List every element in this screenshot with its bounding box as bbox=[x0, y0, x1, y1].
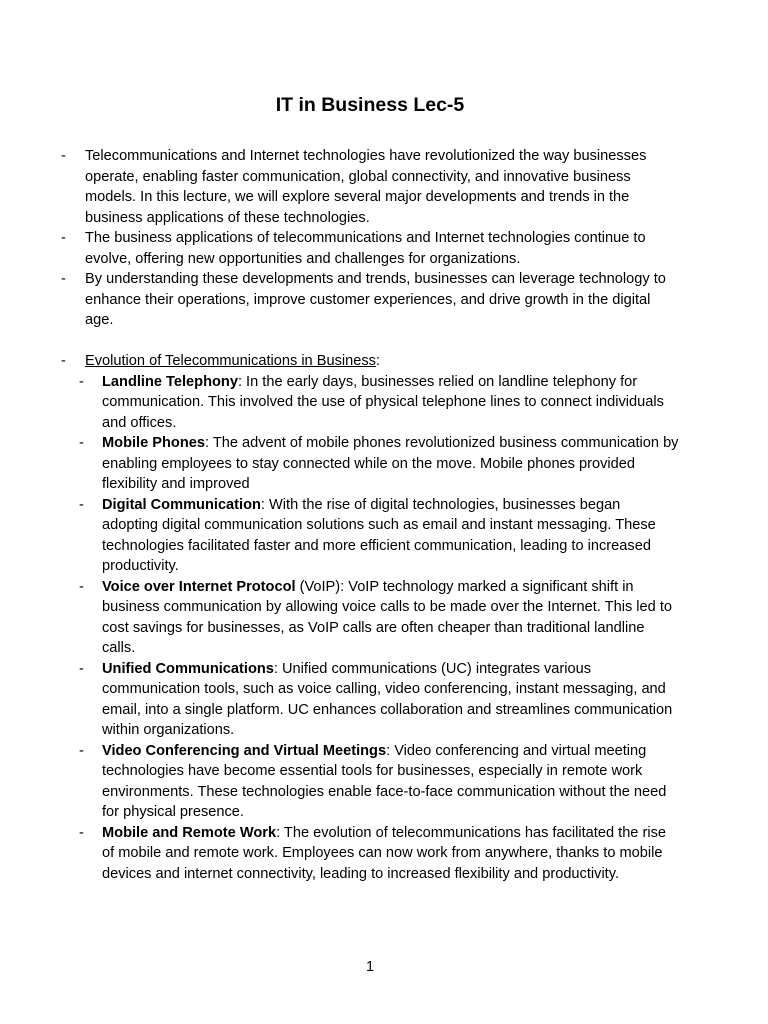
sub-item-text: : The evolution of telecommunications has facilitated the rise of mobile and remote work. Employees can now work from anywhere, thanks to mobile devices and internet connectivity, leading to increased flexibility and productivity. bbox=[102, 824, 666, 882]
section-heading-item bbox=[0, 351, 679, 372]
intro-text: By understanding these developments and trends, businesses can leverage technology to enhance their operations, improve customer experiences, and drive growth in the digital age. bbox=[85, 271, 666, 328]
bullet-dash: - bbox=[79, 824, 84, 841]
sub-item-term: Mobile and Remote Work bbox=[102, 824, 277, 841]
bullet-dash: - bbox=[79, 660, 84, 677]
sub-item bbox=[0, 741, 679, 823]
sub-item-text: : Video conferencing and virtual meeting technologies have become essential tools for businesses, especially in remote work environments. These technologies enable face-to-face communication without the need for physical presence. bbox=[102, 742, 667, 820]
intro-item bbox=[0, 146, 679, 228]
sub-item-term: Landline Telephony bbox=[102, 373, 238, 390]
sub-item bbox=[0, 495, 679, 577]
sub-item-text: : Unified communications (UC) integrates various communication tools, such as voice calling, video conferencing, instant messaging, and email, into a single platform. UC enhances collaboration and streamlines communication within organizations. bbox=[102, 660, 673, 738]
sub-item-term: Unified Communications bbox=[102, 660, 274, 677]
bullet-dash: - bbox=[61, 148, 66, 164]
sub-item-text: : The advent of mobile phones revolutionized business communication by enabling employees to stay connected while on the move. Mobile phones provided flexibility and improved bbox=[102, 435, 679, 492]
evolution-section bbox=[0, 351, 768, 884]
bullet-dash: - bbox=[79, 578, 84, 595]
sub-item-term: Mobile Phones bbox=[102, 435, 205, 451]
bullet-dash: - bbox=[79, 435, 84, 451]
intro-text: The business applications of telecommunications and Internet technologies continue to evolve, offering new opportunities and challenges for organizations. bbox=[85, 230, 646, 267]
sub-item-term: Video Conferencing and Virtual Meetings bbox=[102, 742, 387, 759]
document-title: IT in Business Lec-5 bbox=[275, 94, 465, 116]
sub-item bbox=[0, 823, 679, 885]
sub-item-term: Voice over Internet Protocol bbox=[102, 578, 296, 595]
bullet-dash: - bbox=[61, 271, 66, 287]
bullet-dash: - bbox=[79, 496, 84, 513]
intro-item bbox=[0, 228, 679, 269]
sub-item bbox=[0, 372, 679, 434]
intro-item bbox=[0, 269, 679, 331]
intro-text: Telecommunications and Internet technologies have revolutionized the way businesses operate, enabling faster communication, global connectivity, and innovative business models. In this lecture, we will explore several major developments and trends in the business applications of these technologies. bbox=[85, 148, 647, 226]
section-heading: Evolution of Telecommunications in Business bbox=[85, 353, 376, 369]
bullet-dash: - bbox=[79, 373, 84, 390]
page-number: 1 bbox=[365, 959, 375, 975]
sub-item bbox=[0, 577, 679, 659]
bullet-dash: - bbox=[61, 230, 66, 246]
sub-item-term: Digital Communication bbox=[102, 496, 261, 513]
sub-item bbox=[0, 659, 679, 741]
sub-item bbox=[0, 433, 679, 495]
bullet-dash: - bbox=[79, 742, 84, 759]
section-heading-colon: : bbox=[375, 353, 381, 369]
sub-item-text: : With the rise of digital technologies, businesses began adopting digital communication solutions such as email and instant messaging. These technologies facilitated faster and more efficient communication, leading to increased productivity. bbox=[102, 496, 656, 574]
sub-item-text: : In the early days, businesses relied on landline telephony for communication. This involved the use of physical telephone lines to connect individuals and offices. bbox=[102, 373, 664, 431]
sub-item-text: (VoIP): VoIP technology marked a significant shift in business communication by allowing voice calls to be made over the Internet. This led to cost savings for businesses, as VoIP calls are often cheaper than traditional landline calls. bbox=[102, 578, 672, 656]
bullet-dash: - bbox=[61, 353, 66, 369]
intro-list bbox=[0, 146, 768, 331]
